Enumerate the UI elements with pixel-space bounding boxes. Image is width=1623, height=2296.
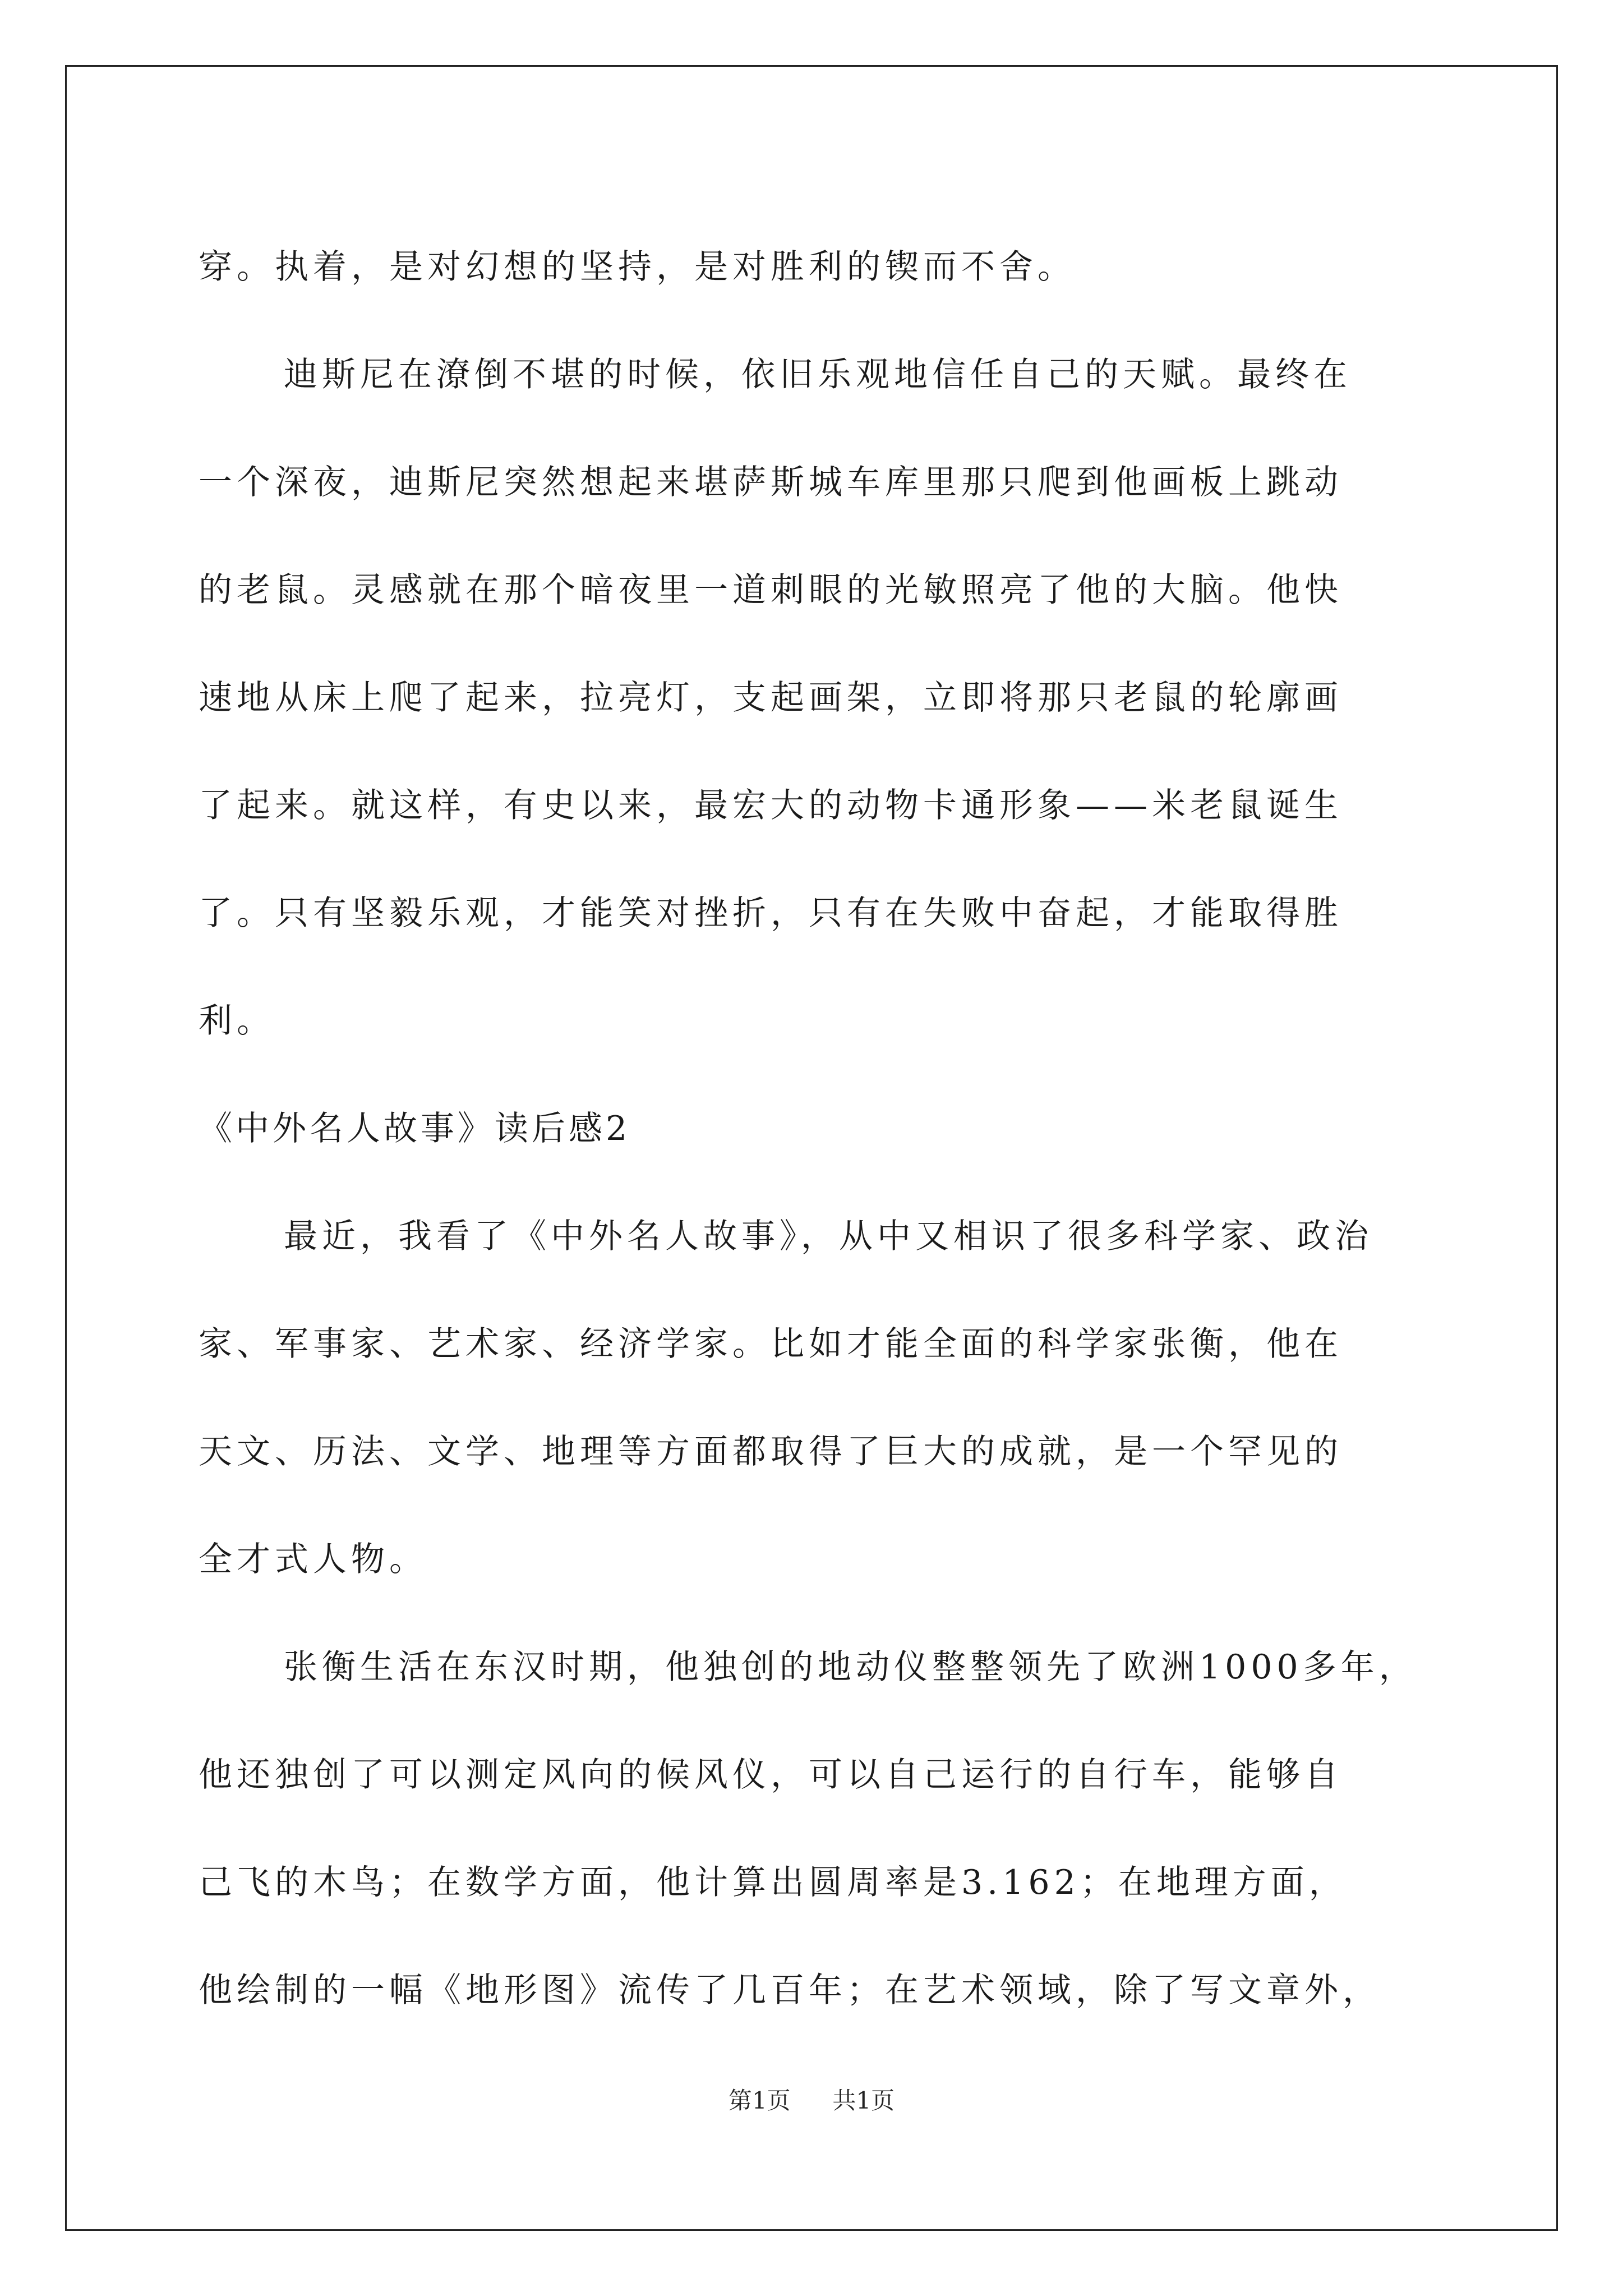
text-line: 己飞的木鸟；在数学方面，他计算出圆周率是3.162；在地理方面， [199, 1863, 1347, 1902]
page-number-current: 第1页 [728, 2087, 791, 2114]
section-heading: 《中外名人故事》读后感2 [199, 1109, 631, 1148]
page-number-total: 共1页 [832, 2087, 895, 2114]
text-line: 他还独创了可以测定风向的候风仪，可以自己运行的自行车，能够自 [199, 1755, 1343, 1795]
text-line: 的老鼠。灵感就在那个暗夜里一道刺眼的光敏照亮了他的大脑。他快 [199, 570, 1343, 610]
text-line: 最近，我看了《中外名人故事》，从中又相识了很多科学家、政治 [284, 1217, 1373, 1256]
text-line: 他绘制的一幅《地形图》流传了几百年；在艺术领域，除了写文章外， [199, 1971, 1381, 2010]
text-line: 利。 [199, 1001, 275, 1041]
page-footer [0, 2082, 1623, 2116]
text-line: 一个深夜，迪斯尼突然想起来堪萨斯城车库里那只爬到他画板上跳动 [199, 463, 1343, 502]
text-line: 全才式人物。 [199, 1540, 427, 1579]
text-line: 天文、历法、文学、地理等方面都取得了巨大的成就，是一个罕见的 [199, 1432, 1343, 1471]
text-line: 张衡生活在东汉时期，他独创的地动仪整整领先了欧洲1000多年， [284, 1648, 1417, 1687]
text-line: 了起来。就这样，有史以来，最宏大的动物卡通形象——米老鼠诞生 [199, 786, 1343, 825]
text-line: 了。只有坚毅乐观，才能笑对挫折，只有在失败中奋起，才能取得胜 [199, 894, 1343, 933]
text-line: 迪斯尼在潦倒不堪的时候，依旧乐观地信任自己的天赋。最终在 [284, 355, 1352, 394]
document-body [199, 213, 1430, 2044]
text-line: 穿。执着，是对幻想的坚持，是对胜利的锲而不舍。 [199, 247, 1076, 287]
text-line: 家、军事家、艺术家、经济学家。比如才能全面的科学家张衡，他在 [199, 1324, 1343, 1364]
text-line: 速地从床上爬了起来，拉亮灯，支起画架，立即将那只老鼠的轮廓画 [199, 678, 1343, 717]
